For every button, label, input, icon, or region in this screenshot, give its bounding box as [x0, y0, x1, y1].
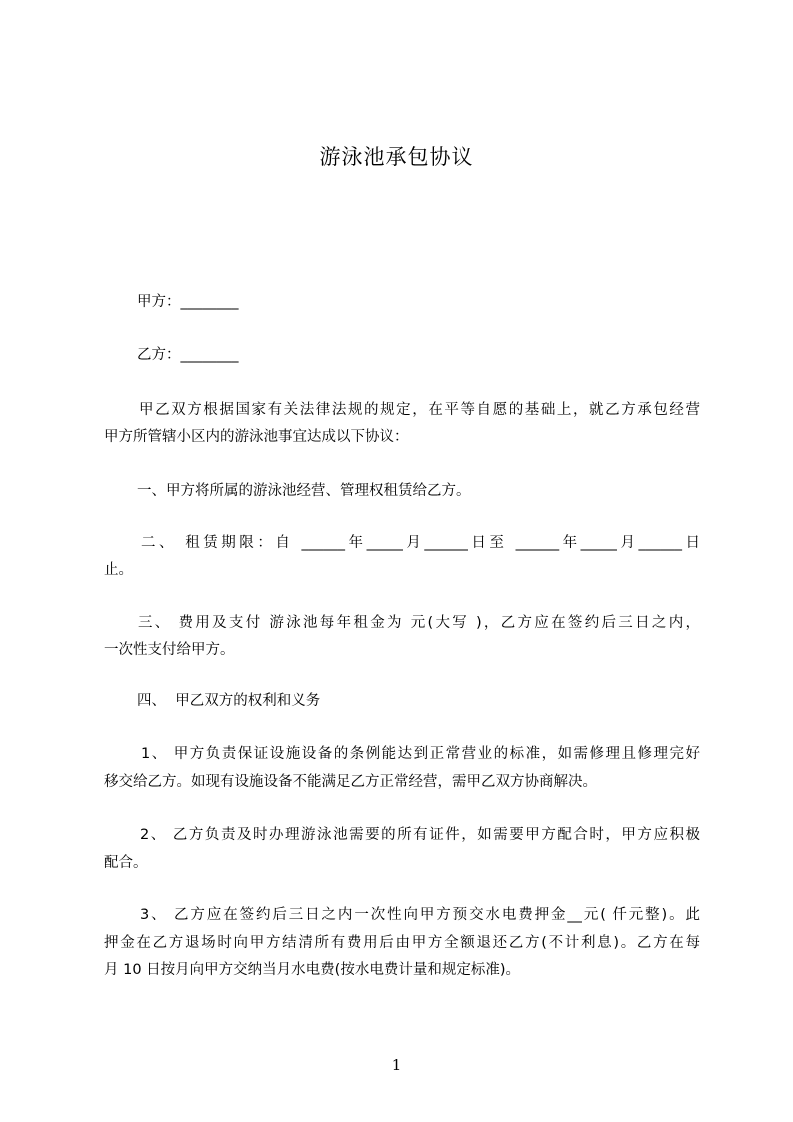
- section-4-heading: 四、 甲乙双方的权利和义务: [137, 693, 321, 709]
- party-a-line: 甲方：________: [137, 294, 239, 310]
- section-1-text: 一、甲方将所属的游泳池经营、管理权租赁给乙方。: [137, 483, 471, 499]
- clause-2-line-1: 2、 乙方负责及时办理游泳池需要的所有证件，如需要甲方配合时，甲方应积极: [140, 827, 700, 843]
- document-title: 游泳池承包协议: [319, 145, 474, 169]
- section-3-line-2: 一次性支付给甲方。: [104, 642, 235, 658]
- clause-1-line-2: 移交给乙方。如现有设施设备不能满足乙方正常经营，需甲乙双方协商解决。: [104, 774, 597, 790]
- clause-3-line-1: 3、 乙方应在签约后三日之内一次性向甲方预交水电费押金__元( 仟元整)。此: [140, 907, 700, 923]
- intro-line-2: 甲方所管辖小区内的游泳池事宜达成以下协议：: [104, 429, 409, 445]
- clause-3-line-3: 月 10 日按月向甲方交纳当月水电费(按水电费计量和规定标准)。: [104, 962, 520, 978]
- section-2-line-2: 止。: [104, 562, 133, 578]
- clause-1-line-1: 1、 甲方负责保证设施设备的条例能达到正常营业的标准，如需修理且修理完好: [141, 746, 700, 762]
- page-number: 1: [391, 1056, 402, 1074]
- party-b-line: 乙方：________: [137, 347, 239, 363]
- section-2-line-1: 二、 租赁期限：自 ______年_____月______日至 ______年_____月______日: [141, 535, 700, 551]
- intro-line-1: 甲乙双方根据国家有关法律法规的规定，在平等自愿的基础上，就乙方承包经营: [139, 402, 700, 418]
- clause-3-line-2: 押金在乙方退场时向甲方结清所有费用后由甲方全额退还乙方(不计利息)。乙方在每: [104, 935, 700, 951]
- section-3-line-1: 三、 费用及支付 游泳池每年租金为 元(大写 )，乙方应在签约后三日之内，: [138, 615, 700, 631]
- clause-2-line-2: 配合。: [104, 855, 148, 871]
